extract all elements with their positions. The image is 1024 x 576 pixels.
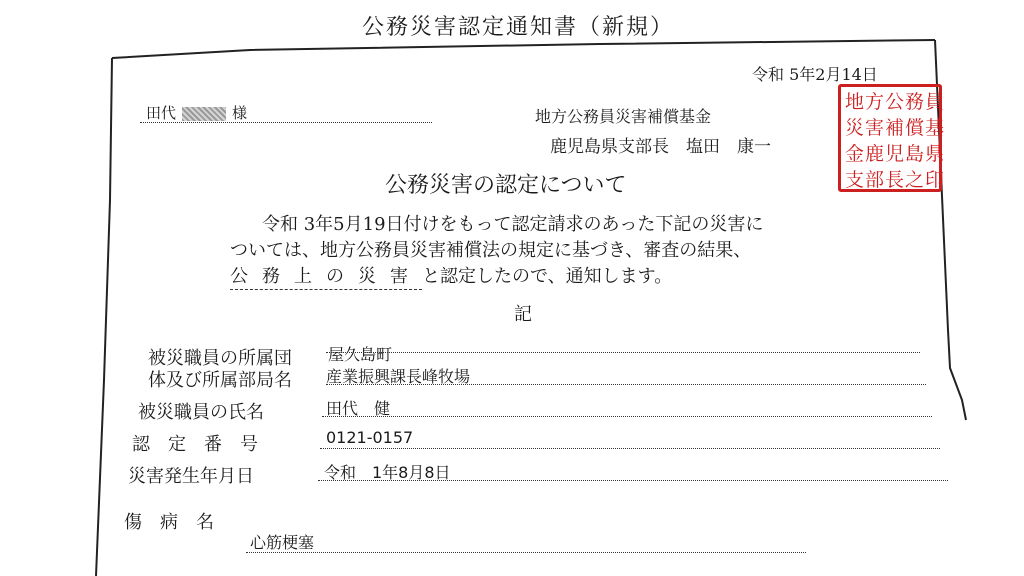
field-value-certification-number: 0121-0157 — [326, 428, 414, 447]
field-rule — [320, 448, 940, 449]
addressee — [146, 102, 247, 123]
body-line-2: ついては、地方公務員災害補償法の規定に基づき、審査の結果、 — [230, 240, 752, 261]
redacted-name-block — [182, 107, 226, 121]
field-value-affiliation-1: 屋久島町 — [328, 345, 393, 364]
body-line-3-rest: と認定したので、通知します。 — [422, 266, 673, 287]
field-label-employee-name: 被災職員の氏名 — [138, 402, 264, 423]
field-value-injury-name: 心筋梗塞 — [250, 533, 315, 552]
subject-heading: 公務災害の認定について — [385, 173, 627, 198]
highlighted-term: 公務上の災害 — [230, 266, 422, 290]
stamp-line: 地方公務員 — [845, 91, 946, 113]
field-value-affiliation-2: 産業振興課長峰牧場 — [326, 367, 471, 386]
field-label-affiliation-2: 体及び所属部局名 — [148, 370, 292, 391]
sender-chief: 鹿児島県支部長 塩田 康一 — [550, 137, 771, 157]
sheet-top-edge — [112, 40, 935, 58]
stamp-line: 金鹿児島県 — [845, 143, 946, 165]
field-label-incident-date: 災害発生年月日 — [128, 466, 254, 487]
addressee-surname: 田代 — [146, 104, 177, 122]
addressee-underline — [140, 122, 432, 123]
body-line-3 — [230, 262, 672, 288]
field-rule — [326, 384, 926, 385]
field-label-affiliation-1: 被災職員の所属団 — [148, 348, 292, 369]
stamp-line: 災害補償基 — [845, 117, 946, 139]
field-rule — [246, 552, 806, 553]
field-rule — [322, 416, 932, 417]
field-value-incident-date: 令和 1年8月8日 — [324, 463, 451, 482]
field-rule — [318, 480, 948, 481]
field-rule — [326, 352, 920, 353]
sender-organization: 地方公務員災害補償基金 — [535, 107, 712, 126]
field-label-certification-number: 認 定 番 号 — [132, 434, 258, 455]
field-value-employee-name: 田代 健 — [326, 399, 391, 418]
issue-date: 令和 5年2月14日 — [752, 65, 878, 84]
stamp-line: 支部長之印 — [845, 169, 946, 191]
body-line-1: 令和 3年5月19日付けをもって認定請求のあった下記の災害に — [262, 214, 764, 235]
doc-title: 公務災害認定通知書（新規） — [362, 15, 675, 40]
field-label-injury-name: 傷 病 名 — [124, 512, 214, 533]
sheet-left-edge — [96, 58, 112, 576]
addressee-honorific: 様 — [232, 104, 248, 122]
ki-heading: 記 — [514, 304, 532, 325]
official-seal-stamp — [838, 84, 946, 192]
